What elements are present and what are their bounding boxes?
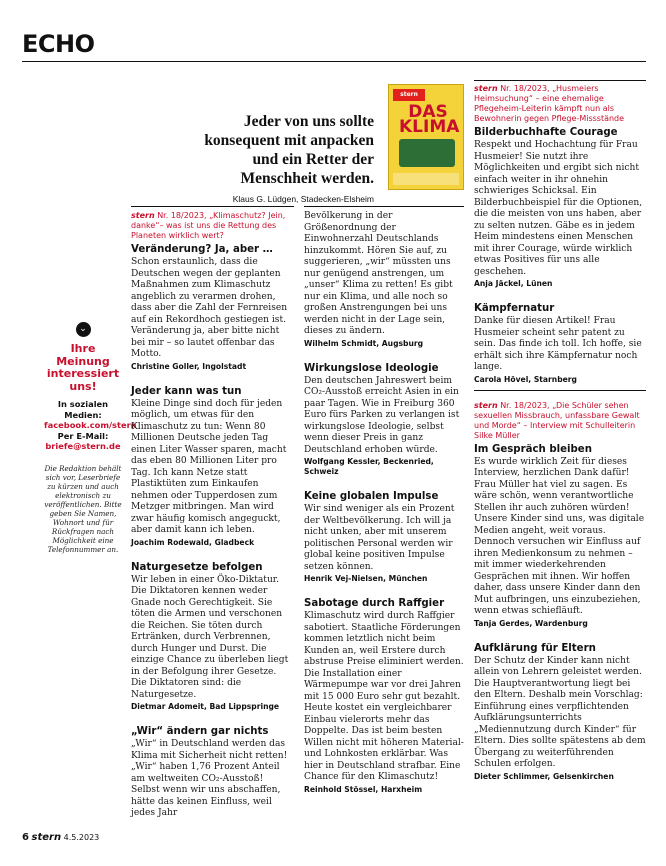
letter-body: Es wurde wirklich Zeit für dieses Interview, herzlichen Dank dafür! Frau Müller hat viel zu sagen. Es wäre schön, wenn verantwortliche Stellen ihr auch zuhören würden! Unsere Kinder sind uns, was digitale Medien angeht, weit voraus. Dennoch versuchen wir Einfluss auf ihren Medienkonsum zu nehmen – mit immer wiederkehrenden Gesprächen mit ihnen. Wir hoffen daher, dass unsere Kinder dann den Mut aufbringen, uns einzubeziehen, wenn etwas schiefläuft.	[474, 456, 645, 616]
cover-brand-logo: stern	[393, 89, 425, 101]
cover-graphic	[399, 139, 455, 167]
email-label: Per E-Mail:	[57, 430, 109, 441]
letter-author: Dietmar Adomeit, Bad Lippspringe	[131, 702, 280, 711]
letter-body: Respekt und Hochachtung für Frau Husmeier! Sie nutzt ihre Möglichkeiten und ergibt sich nicht einfach weiter in ihr ohnehin schwieriges Schicksal. Ein Bilderbuchbeispiel für die Optionen, die die meisten von uns haben, aber zu selten nutzen. Gäbe es in jedem Heim mindestens einen Menschen mit ihrer Courage, würde wirklich etwas Positives für uns alle geschehen.	[474, 140, 643, 277]
sidebar-contact	[44, 399, 137, 452]
letters-column-3	[474, 84, 646, 796]
letter-author: Wilhelm Schmidt, Augsburg	[304, 338, 424, 348]
letter-heading: Im Gespräch bleiben	[474, 443, 592, 455]
letter-heading: Veränderung? Ja, aber …	[131, 244, 273, 255]
letter-body: Schon erstaunlich, dass die Deutschen wegen der geplanten Maßnahmen zum Klimaschutz angeblich zu verarmen drohen, dass aber die Zahl der Fernreisen auf ein Rekordhoch gestiegen ist. Veränderung ja, aber bitte nicht bei mir – so lautet offenbar das Motto.	[131, 257, 288, 359]
letter-author: Reinhold Stössel, Harxheim	[304, 784, 423, 794]
col1-top-rule	[131, 206, 294, 207]
col3-top-rule	[474, 80, 646, 81]
letter-author: Joachim Rodewald, Gladbeck	[131, 537, 255, 547]
letter-author: Wolfgang Kessler, Beckenried, Schweiz	[304, 457, 434, 476]
letter-author: Christine Goller, Ingolstadt	[131, 361, 247, 371]
email-link[interactable]: briefe@stern.de	[45, 441, 121, 451]
letter-body: Der Schutz der Kinder kann nicht allein von Lehrern geleistet werden. Die Hauptverantwortung liegt bei den Eltern. Deshalb mein Vorschlag: Einführung eines verpflichtenden Aufklärungsunterrichts „Mediennutzung durch Kinder“ für Eltern. Dies sollte spätestens ab dem Übergang zu weiterführenden Schulen erfolgen.	[474, 655, 646, 769]
letter-heading: Aufklärung für Eltern	[474, 642, 596, 654]
letter-author: Anja Jäckel, Lünen	[474, 279, 553, 288]
footer-brand: stern	[31, 832, 62, 843]
letter-author: Henrik Vej-Nielsen, München	[304, 574, 428, 583]
letter-item	[304, 598, 464, 795]
cover-title: DAS KLIMA	[399, 102, 460, 137]
letter-body: Den deutschen Jahreswert beim CO₂-Ausstoß erreicht Asien in ein paar Tagen. Wie in Freiburg 360 Euro fürs Parken zu verlangen ist wirkungslose Ideologie, selbst wenn dieser Preis in ganz Deutschland erhoben würde.	[304, 375, 460, 455]
letter-author: Dieter Schlimmer, Gelsenkirchen	[474, 771, 614, 781]
letter-item	[474, 303, 646, 385]
letter-heading: Wirkungslose Ideologie	[304, 362, 439, 374]
page-number: 6	[22, 832, 29, 843]
social-label: In sozialen Medien:	[57, 399, 109, 420]
letter-author: Carola Hövel, Starnberg	[474, 374, 577, 384]
letter-item	[474, 444, 646, 629]
letter-body: Kleine Dinge sind doch für jeden möglich, um etwas für den Klimaschutz zu tun: Wenn 80 Millionen Deutsche jeden Tag einen Liter Wasser sparen, macht das eben 80 Millionen Liter pro Tag. Ich kann Netze statt Plastiktüten zum Einkaufen nehmen oder Tupperdosen zum Metzger mitbringen. Man wird zwar häufig komisch angeguckt, aber damit kann ich leben.	[131, 398, 287, 535]
letter-heading: Naturgesetze befolgen	[131, 561, 263, 573]
col2-top-rule	[304, 206, 464, 207]
letter-heading: Bilderbuchhafte Courage	[474, 127, 618, 138]
letters-column-1	[131, 211, 294, 834]
letter-body: Wir sind weniger als ein Prozent der Weltbevölkerung. Ich will ja nicht unken, aber mit unserem politischen Personal werden wir global keine positiven Impulse setzen können.	[304, 504, 455, 572]
topic-reference: stern Nr. 18/2023, „Husmeiers Heimsuchung“ – eine ehemalige Pflegeheim-Leiterin kämpft nun als Bewohnerin gegen Pflege-Missstände	[474, 84, 625, 123]
magazine-cover-image	[388, 84, 464, 190]
letter-item	[131, 726, 294, 820]
letter-item	[131, 386, 294, 548]
letters-column-2	[304, 211, 464, 809]
letter-author: Tanja Gerdes, Wardenburg	[474, 618, 588, 628]
letter-heading: Jeder kann was tun	[131, 385, 242, 397]
letter-heading: Sabotage durch Raffgier	[304, 598, 445, 609]
letter-item	[474, 643, 646, 782]
pull-quote-author: Klaus G. Lüdgen, Stadecken-Elsheim	[232, 194, 374, 204]
reader-feedback-sidebar	[44, 322, 137, 555]
topic-reference: stern Nr. 18/2023, „Klimaschutz? Jein, danke“– was ist uns die Rettung des Planeten wirklich wert?	[131, 211, 286, 240]
letter-body: „Wir“ in Deutschland werden das Klima mit Sicherheit nicht retten! „Wir“ haben 1,76 Prozent Anteil am weltweiten CO₂-Ausstoß! Selbst wenn wir uns abschaffen, hätte das keinen Einfluss, weil jedes Jahr	[131, 739, 288, 818]
editorial-note: Die Redaktion behält sich vor, Leserbriefe zu kürzen und auch elektronisch zu veröffentlichen. Bitte geben Sie Namen, Wohnort und für Rückfragen nach Möglichkeit eine Telefonnummer an.	[44, 463, 122, 555]
letter-item	[131, 562, 294, 713]
letter-body: Danke für diesen Artikel! Frau Husmeier scheint sehr patent zu sein. Das finde ich toll. Ich hoffe, sie erhält sich ihre Kämpfernatur noch lange.	[474, 316, 642, 372]
sidebar-heading: Ihre Meinung interessiert uns!	[46, 342, 120, 393]
letter-item	[131, 244, 294, 372]
letter-item	[474, 127, 646, 289]
letter-item	[304, 491, 464, 584]
page-footer	[22, 832, 99, 843]
pull-quote-text: Jeder von uns sollte konsequent mit anpacken und ein Retter der Menschheit werden.	[204, 113, 374, 187]
page-header	[22, 24, 646, 62]
letter-heading: Keine globalen Impulse	[304, 491, 439, 502]
letter-item	[304, 363, 464, 478]
facebook-link[interactable]: facebook.com/stern	[44, 420, 137, 430]
pull-quote	[200, 112, 374, 204]
cover-footer-strip	[393, 173, 459, 185]
chevron-down-icon: ⌄	[76, 322, 91, 337]
letter-heading: „Wir“ ändern gar nichts	[131, 726, 269, 737]
letter-heading: Kämpfernatur	[474, 303, 555, 314]
header-rule	[22, 61, 646, 62]
issue-date: 4.5.2023	[63, 833, 100, 842]
letter-body: Klimaschutz wird durch Raffgier sabotiert. Staatliche Förderungen kommen letztlich nicht beim Kunden an, weil Erstere durch abstruse Preise eliminiert werden. Die Installation einer Wärmepumpe war vor drei Jahren mit 15 000 Euro sehr gut bezahlt. Heute kostet ein vergleichbarer Einbau vielerorts mehr das Doppelte. Das ist beim besten Willen nicht mit höheren Material- und Lohnkosten erklärbar. Was hier in Deutschland strafbar. Eine Chance für den Klimaschutz!	[304, 611, 464, 782]
letter-body: Wir leben in einer Öko-Diktatur. Die Diktatoren kennen weder Gnade noch Gerechtigkeit. Sie töten die Armen und verschonen die Reichen. Sie töten durch Ertränken, durch Verbrennen, durch Hunger und Durst. Die einzige Chance zu überleben liegt in der Befolgung ihrer Gesetze. Die Diktatoren sind: die Naturgesetze.	[131, 574, 289, 700]
topic-reference: stern Nr. 18/2023, „Die Schüler sehen sexuellen Missbrauch, unfassbare Gewalt und Morde“ – Interview mit Schulleiterin Silke Müller	[474, 400, 640, 440]
letter-body: Bevölkerung in der Größenordnung der Einwohnerzahl Deutschlands hinzukommt. Hören Sie auf, zu suggerieren, „wir“ müssten uns nur genügend anstrengen, um „unser“ Klima zu retten! Es gibt nur ein Klima, und alle noch so großen Anstrengungen bei uns werden nicht in der Lage sein, dieses zu ändern.	[304, 211, 453, 336]
letter-continuation	[304, 211, 464, 349]
section-title: ECHO	[22, 30, 95, 58]
